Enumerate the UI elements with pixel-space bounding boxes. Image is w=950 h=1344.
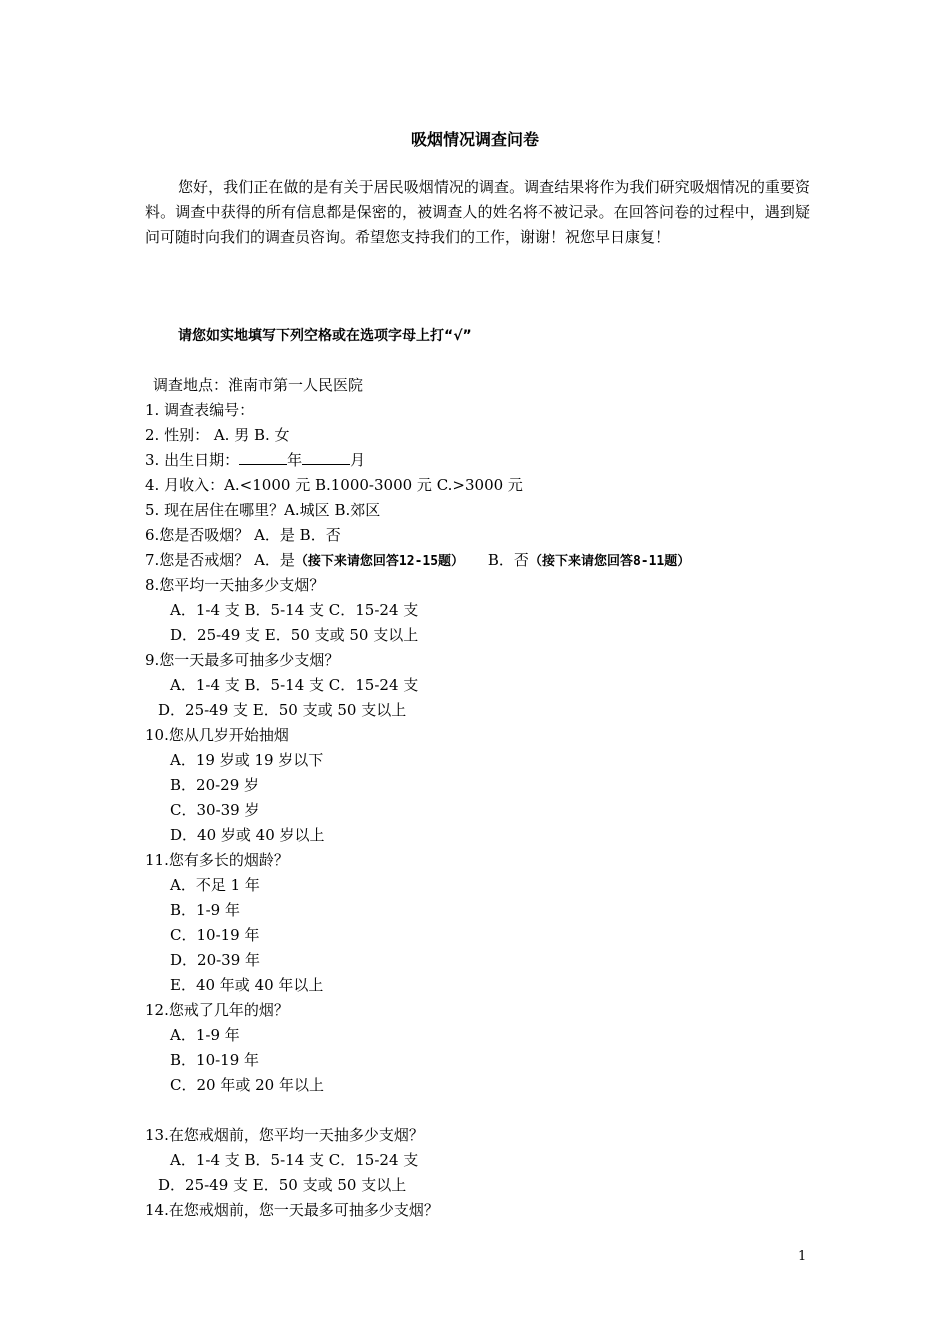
survey-location: 调查地点：淮南市第一人民医院 bbox=[153, 376, 364, 394]
month-label: 月 bbox=[350, 451, 366, 469]
instruction-text: 请您如实地填写下列空格或在选项字母上打“√” bbox=[178, 328, 472, 344]
question-8-options-1: A．1-4 支 B．5-14 支 C．15-24 支 bbox=[170, 601, 419, 619]
question-11-option: E．40 年或 40 年以上 bbox=[170, 976, 324, 994]
question-5: 5. 现在居住在哪里？A.城区 B.郊区 bbox=[145, 501, 381, 519]
question-11: 11.您有多长的烟龄？ bbox=[145, 851, 289, 869]
page-number: 1 bbox=[798, 1249, 807, 1264]
question-9-options-1: A．1-4 支 B．5-14 支 C．15-24 支 bbox=[170, 676, 419, 694]
question-11-option: B．1-9 年 bbox=[170, 901, 240, 919]
intro-paragraph: 您好，我们正在做的是有关于居民吸烟情况的调查。调查结果将作为我们研究吸烟情况的重要资料。调查中获得的所有信息都是保密的，被调查人的姓名将不被记录。在回答问卷的过程中，遇到疑问可随时向我们的调查员咨询。希望您支持我们的工作，谢谢！祝您早日康复！ bbox=[145, 178, 810, 246]
question-11-option: D．20-39 年 bbox=[170, 951, 261, 969]
question-12-option: A．1-9 年 bbox=[170, 1026, 240, 1044]
question-2: 2. 性别： A. 男 B. 女 bbox=[145, 426, 290, 444]
question-14: 14.在您戒烟前，您一天最多可抽多少支烟？ bbox=[145, 1201, 439, 1219]
question-10-option: B．20-29 岁 bbox=[170, 776, 260, 794]
question-12-option: B．10-19 年 bbox=[170, 1051, 260, 1069]
question-1: 1. 调查表编号： bbox=[145, 401, 255, 419]
question-11-option: C．10-19 年 bbox=[170, 926, 260, 944]
question-7 bbox=[145, 550, 690, 572]
month-blank[interactable] bbox=[302, 450, 350, 465]
question-6: 6.您是否吸烟？ A．是 B．否 bbox=[145, 526, 341, 544]
question-9-options-2: D．25-49 支 E．50 支或 50 支以上 bbox=[158, 701, 407, 719]
question-7-b-note: （接下来请您回答8-11题） bbox=[528, 554, 691, 569]
year-label: 年 bbox=[287, 451, 303, 469]
question-12-option: C．20 年或 20 年以上 bbox=[170, 1076, 324, 1094]
question-12: 12.您戒了几年的烟？ bbox=[145, 1001, 289, 1019]
question-13: 13.在您戒烟前，您平均一天抽多少支烟？ bbox=[145, 1126, 424, 1144]
question-10-option: D．40 岁或 40 岁以上 bbox=[170, 826, 325, 844]
question-10-option: C．30-39 岁 bbox=[170, 801, 260, 819]
year-blank[interactable] bbox=[239, 450, 287, 465]
question-7-text: 7.您是否戒烟？ A．是 bbox=[145, 551, 295, 569]
question-7-b: B．否 bbox=[464, 551, 529, 569]
question-3 bbox=[145, 450, 365, 470]
question-8-options-2: D．25-49 支 E．50 支或 50 支以上 bbox=[170, 626, 419, 644]
question-4: 4. 月收入：A.<1000 元 B.1000-3000 元 C.>3000 元 bbox=[145, 476, 523, 494]
question-10-option: A．19 岁或 19 岁以下 bbox=[170, 751, 324, 769]
question-11-option: A．不足 1 年 bbox=[170, 876, 260, 894]
question-13-options-1: A．1-4 支 B．5-14 支 C．15-24 支 bbox=[170, 1151, 419, 1169]
question-9: 9.您一天最多可抽多少支烟？ bbox=[145, 651, 340, 669]
question-10: 10.您从几岁开始抽烟 bbox=[145, 726, 289, 744]
question-7-a-note: （接下来请您回答12-15题） bbox=[294, 554, 465, 569]
question-13-options-2: D．25-49 支 E．50 支或 50 支以上 bbox=[158, 1176, 407, 1194]
page-title: 吸烟情况调查问卷 bbox=[410, 130, 539, 149]
question-8: 8.您平均一天抽多少支烟？ bbox=[145, 576, 325, 594]
question-3-label: 3. 出生日期： bbox=[145, 451, 240, 469]
